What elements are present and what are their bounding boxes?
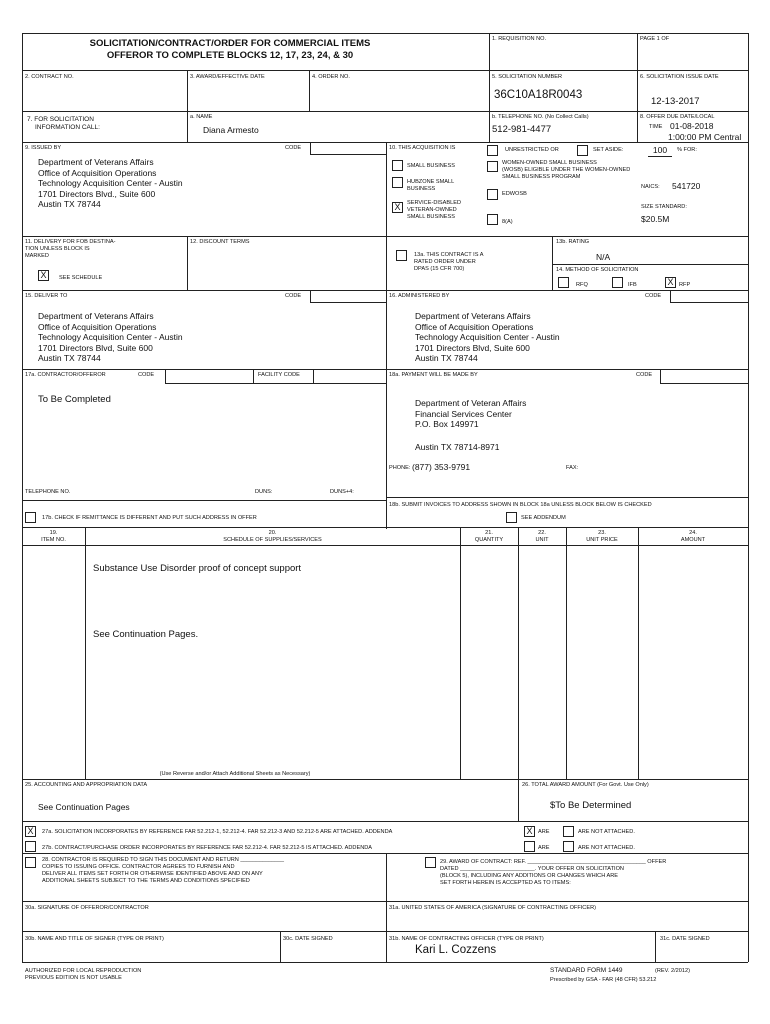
name-label: a. NAME xyxy=(190,114,213,120)
contract-no-label: 2. CONTRACT NO. xyxy=(25,74,74,80)
signer-date-label: 30c. DATE SIGNED xyxy=(283,936,333,942)
rated-order-checkbox[interactable] xyxy=(396,250,407,261)
duns-label: DUNS: xyxy=(255,489,273,495)
28-checkbox[interactable] xyxy=(25,857,36,868)
ifb-checkbox[interactable] xyxy=(612,277,623,288)
set-aside-checkbox[interactable] xyxy=(577,145,588,156)
facility-code-label: FACILITY CODE xyxy=(258,372,300,378)
fob-label: 11. DELIVERY FOR FOB DESTINA- TION UNLESS BLOCK IS MARKED xyxy=(25,239,116,259)
rating-label: 13b. RATING xyxy=(556,239,590,245)
administered-by-address: Department of Veterans Affairs Office of Acquisition Operations Technology Acquisition Center - Austin 1701 Directors Blvd, Suite 600 Austin TX 78744 xyxy=(415,311,560,363)
27a-are-checkbox[interactable]: X xyxy=(524,826,535,837)
contractor-value: To Be Completed xyxy=(38,394,111,405)
page-label: PAGE 1 OF xyxy=(640,36,670,42)
schedule-line-1: Substance Use Disorder proof of concept support xyxy=(93,563,302,574)
col-amount: 24. AMOUNT xyxy=(680,530,706,543)
sdvosb-label: SERVICE-DISABLED VETERAN-OWNED SMALL BUSINESS xyxy=(407,200,461,220)
issued-by-code-label: CODE xyxy=(285,145,302,151)
schedule-line-2: See Continuation Pages. xyxy=(93,629,199,640)
remittance-checkbox[interactable] xyxy=(25,512,36,523)
col-quantity: 21. QUANTITY xyxy=(474,530,504,543)
issue-date-label: 6. SOLICITATION ISSUE DATE xyxy=(640,74,719,80)
rfp-label: RFP xyxy=(679,282,691,288)
set-aside-percent: 100 xyxy=(648,145,672,157)
total-award-value: $To Be Determined xyxy=(550,800,632,811)
signer-name-label: 30b. NAME AND TITLE OF SIGNER (TYPE OR PRINT) xyxy=(25,936,164,942)
signature-offeror-label: 30a. SIGNATURE OF OFFEROR/CONTRACTOR xyxy=(25,905,149,911)
issued-by-address: Department of Veterans Affairs Office of Acquisition Operations Technology Acquisition Center - Austin 1701 Directors Blvd., Suite 600 Austin TX 78744 xyxy=(38,157,183,209)
27b-are-not-label: ARE NOT ATTACHED. xyxy=(578,845,635,851)
contractor-code-label: CODE xyxy=(138,372,155,378)
naics-code: 541720 xyxy=(672,181,701,191)
officer-name-label: 31b. NAME OF CONTRACTING OFFICER (TYPE OR PRINT) xyxy=(389,936,544,942)
see-addendum-checkbox[interactable] xyxy=(506,512,517,523)
requisition-label: 1. REQUISITION NO. xyxy=(492,36,547,42)
rfp-checkbox[interactable]: X xyxy=(665,277,676,288)
issue-date: 12-13-2017 xyxy=(651,96,700,107)
payment-address: Department of Veteran Affairs Financial Services Center P.O. Box 149971 xyxy=(415,398,527,429)
form-revision: (REV. 2/2012) xyxy=(655,968,690,974)
set-aside-label: SET ASIDE: xyxy=(593,147,624,153)
remittance-label: 17b. CHECK IF REMITTANCE IS DIFFERENT AND PUT SUCH ADDRESS IN OFFER xyxy=(42,515,257,521)
telephone-label: b. TELEPHONE NO. (No Collect Calls) xyxy=(492,114,589,120)
27b-are-not-checkbox[interactable] xyxy=(563,841,574,852)
see-schedule-checkbox[interactable]: X xyxy=(38,270,49,281)
28-text: 28. CONTRACTOR IS REQUIRED TO SIGN THIS DOCUMENT AND RETURN ______________ COPIES TO ISSUING OFFICE. CONTRACTOR AGREES TO FURNISH AND DELIVER ALL ITEMS SET FORTH OR OTHERWISE IDENTIFIED ABOVE AND ON ANY ADDITIONAL SHEETS SUBJECT TO THE TERMS AND CONDITIONS SPECIFIED xyxy=(42,857,284,884)
29-checkbox[interactable] xyxy=(425,857,436,868)
size-standard-label: SIZE STANDARD: xyxy=(641,204,687,210)
form-prescribed: Prescribed by GSA - FAR (48 CFR) 53.212 xyxy=(550,977,657,983)
naics-label: NAICS: xyxy=(641,184,660,190)
payment-city: Austin TX 78714-8971 xyxy=(415,442,500,452)
rfq-label: RFQ xyxy=(576,282,588,288)
signature-officer-label: 31a. UNITED STATES OF AMERICA (SIGNATURE OF CONTRACTING OFFICER) xyxy=(389,905,596,911)
see-addendum-label: SEE ADDENDUM xyxy=(521,515,566,521)
27a-label: 27a. SOLICITATION INCORPORATES BY REFERENCE FAR 52.212-1, 52.212-4. FAR 52.212-3 AND 52.212-5 ARE ATTACHED. ADDENDA xyxy=(42,829,393,835)
edwosb-label: EDWOSB xyxy=(502,191,527,197)
see-schedule-label: SEE SCHEDULE xyxy=(59,275,103,281)
small-business-label: SMALL BUSINESS xyxy=(407,163,455,169)
size-standard: $20.5M xyxy=(641,214,670,224)
offer-due-date: 01-08-2018 xyxy=(670,121,714,131)
payment-phone-label: PHONE: xyxy=(389,465,411,471)
method-label: 14. METHOD OF SOLICITATION xyxy=(556,267,639,273)
solicitation-number: 36C10A18R0043 xyxy=(494,89,583,101)
discount-terms-label: 12. DISCOUNT TERMS xyxy=(190,239,250,245)
schedule-footnote: (Use Reverse and/or Attach Additional Sheets as Necessary) xyxy=(159,771,311,777)
order-no-label: 4. ORDER NO. xyxy=(312,74,350,80)
27a-are-not-checkbox[interactable] xyxy=(563,826,574,837)
payment-fax-label: FAX: xyxy=(566,465,579,471)
accounting-label: 25. ACCOUNTING AND APPROPRIATION DATA xyxy=(25,782,148,788)
27a-are-not-label: ARE NOT ATTACHED. xyxy=(578,829,635,835)
contact-name: Diana Armesto xyxy=(203,125,259,135)
ifb-label: IFB xyxy=(628,282,637,288)
officer-name: Kari L. Cozzens xyxy=(415,944,497,956)
27a-are-label: ARE xyxy=(538,829,550,835)
small-business-checkbox[interactable] xyxy=(392,160,403,171)
eight-a-label: 8(A) xyxy=(502,219,513,225)
accounting-value: See Continuation Pages xyxy=(38,802,130,812)
administered-by-code-label: CODE xyxy=(645,293,662,299)
col-schedule: 20. SCHEDULE OF SUPPLIES/SERVICES xyxy=(223,530,322,543)
acquisition-label: 10. THIS ACQUISITION IS xyxy=(389,145,456,151)
offer-due-time: 1:00:00 PM Central xyxy=(668,132,742,142)
solicitation-info-label: 7. FOR SOLICITATION INFORMATION CALL: xyxy=(27,116,100,131)
col-item-no: 19. ITEM NO. xyxy=(41,530,66,543)
deliver-to-code-label: CODE xyxy=(285,293,302,299)
payment-phone: (877) 353-9791 xyxy=(412,462,471,472)
29-text: 29. AWARD OF CONTRACT: REF. ______________________________________ OFFER DATED ________________________. YOUR OFFER ON SOLICITATION (BLOCK 5), INCLUDING ANY ADDITIONS OR CHANGES WHICH ARE SET FORTH HEREIN IS ACCEPTED AS TO ITEMS: xyxy=(440,859,667,886)
form-title: SOLICITATION/CONTRACT/ORDER FOR COMMERCIAL ITEMS OFFEROR TO COMPLETE BLOCKS 12, 17, 23, 24, & 30 xyxy=(89,38,371,61)
contractor-label: 17a. CONTRACTOR/OFFEROR xyxy=(25,372,106,378)
hubzone-label: HUBZONE SMALL BUSINESS xyxy=(407,179,455,192)
27b-checkbox[interactable] xyxy=(25,841,36,852)
unrestricted-label: UNRESTRICTED OR xyxy=(505,147,559,153)
total-award-label: 26. TOTAL AWARD AMOUNT (For Govt. Use Only) xyxy=(522,782,649,788)
rating-value: N/A xyxy=(596,252,611,262)
form-number: STANDARD FORM 1449 xyxy=(550,967,623,974)
eight-a-checkbox[interactable] xyxy=(487,214,498,225)
rated-order-label: 13a. THIS CONTRACT IS A RATED ORDER UNDER DPAS (15 CFR 700) xyxy=(414,252,484,272)
27b-are-label: ARE xyxy=(538,845,550,851)
contractor-telephone-label: TELEPHONE NO. xyxy=(25,489,71,495)
payment-label: 18a. PAYMENT WILL BE MADE BY xyxy=(389,372,478,378)
solicitation-no-label: 5. SOLICITATION NUMBER xyxy=(492,74,563,80)
offer-due-time-label: TIME xyxy=(649,124,663,130)
27b-are-checkbox[interactable] xyxy=(524,841,535,852)
col-unit-price: 23. UNIT PRICE xyxy=(586,530,618,543)
footer-reproduction: AUTHORIZED FOR LOCAL REPRODUCTION PREVIOUS EDITION IS NOT USABLE xyxy=(25,968,142,981)
deliver-to-address: Department of Veterans Affairs Office of Acquisition Operations Technology Acquisition Center - Austin 1701 Directors Blvd, Suite 600 Austin TX 78744 xyxy=(38,311,183,363)
27a-checkbox[interactable]: X xyxy=(25,826,36,837)
col-unit: 22. UNIT xyxy=(535,530,549,543)
award-date-label: 3. AWARD/EFFECTIVE DATE xyxy=(190,74,265,80)
administered-by-label: 16. ADMINISTERED BY xyxy=(389,293,450,299)
contact-phone: 512-981-4477 xyxy=(492,124,552,135)
wosb-checkbox[interactable] xyxy=(487,161,498,172)
rfq-checkbox[interactable] xyxy=(558,277,569,288)
duns4-label: DUNS+4: xyxy=(330,489,354,495)
offer-due-label: 8. OFFER DUE DATE/LOCAL xyxy=(640,114,715,120)
27b-label: 27b. CONTRACT/PURCHASE ORDER INCORPORATES BY REFERENCE FAR 52.212-4. FAR 52.212-5 IS ATTACHED. ADDENDA xyxy=(42,845,373,851)
sdvosb-checkbox[interactable]: X xyxy=(392,202,403,213)
deliver-to-label: 15. DELIVER TO xyxy=(25,293,68,299)
unrestricted-checkbox[interactable] xyxy=(487,145,498,156)
wosb-label: WOMEN-OWNED SMALL BUSINESS (WOSB) ELIGIBLE UNDER THE WOMEN-OWNED SMALL BUSINESS PROGRAM xyxy=(502,160,631,180)
percent-for-label: % FOR: xyxy=(677,147,697,153)
submit-invoices-label: 18b. SUBMIT INVOICES TO ADDRESS SHOWN IN BLOCK 18a UNLESS BLOCK BELOW IS CHECKED xyxy=(389,502,652,508)
officer-date-label: 31c. DATE SIGNED xyxy=(660,936,710,942)
payment-code-label: CODE xyxy=(636,372,653,378)
edwosb-checkbox[interactable] xyxy=(487,189,498,200)
issued-by-label: 9. ISSUED BY xyxy=(25,145,62,151)
hubzone-checkbox[interactable] xyxy=(392,177,403,188)
